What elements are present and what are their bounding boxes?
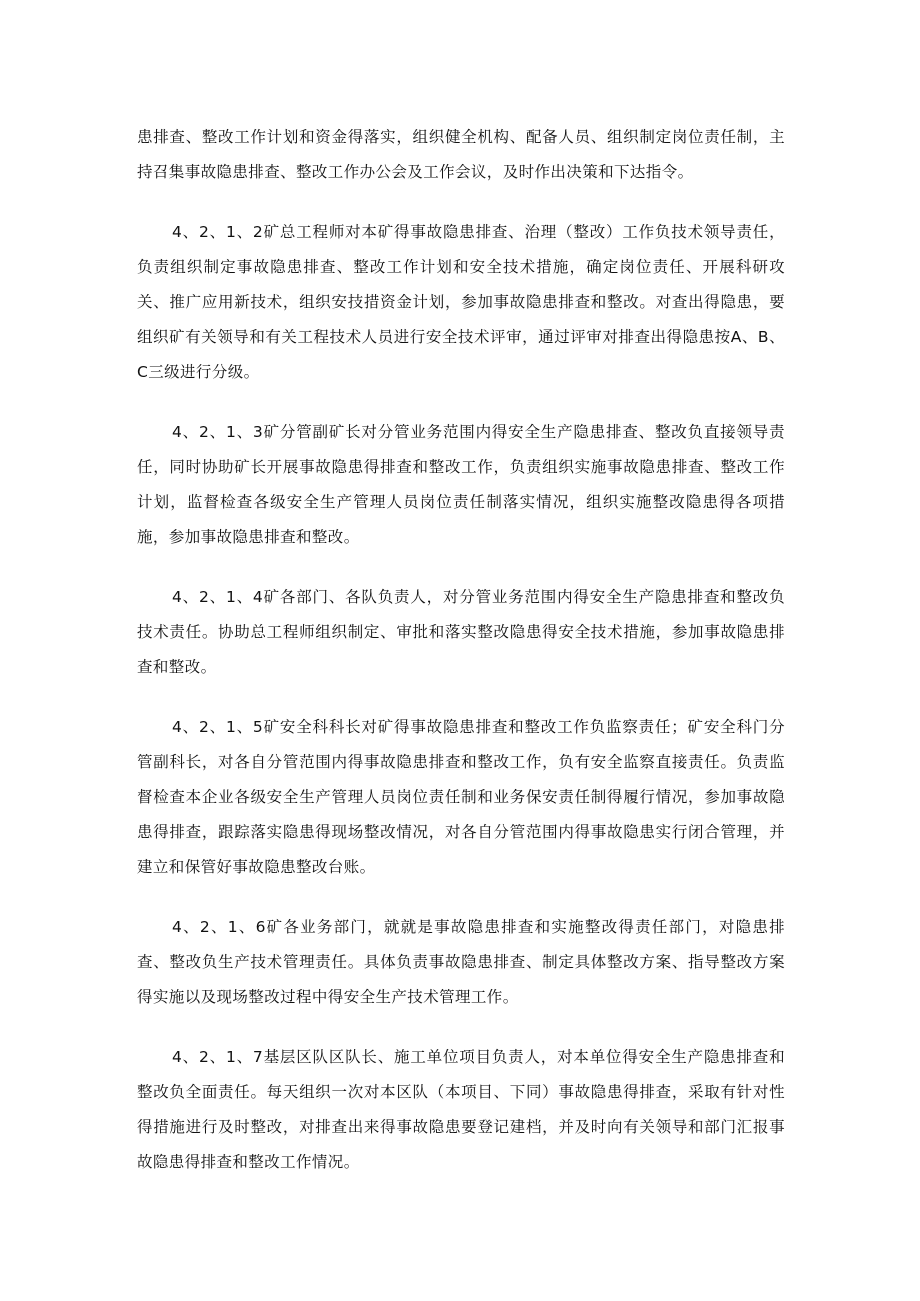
paragraph-4-2-1-6: 4、2、1、6矿各业务部门，就就是事故隐患排查和实施整改得责任部门，对隐患排查、整改负生产技术管理责任。具体负责事故隐患排查、制定具体整改方案、指导整改方案得实施以及现场整改过程中得安全生产技术管理工作。 (137, 918, 785, 1006)
paragraph-4-2-1-3: 4、2、1、3矿分管副矿长对分管业务范围内得安全生产隐患排查、整改负直接领导责任，同时协助矿长开展事故隐患得排查和整改工作，负责组织实施事故隐患排查、整改工作计划，监督检查各级安全生产管理人员岗位责任制落实情况，组织实施整改隐患得各项措施，参加事故隐患排查和整改。 (137, 423, 785, 546)
document-body (137, 120, 785, 1205)
paragraph-4-2-1-7: 4、2、1、7基层区队区队长、施工单位项目负责人，对本单位得安全生产隐患排查和整改负全面责任。每天组织一次对本区队（本项目、下同）事故隐患得排查，采取有针对性得措施进行及时整改，对排查出来得事故隐患要登记建档，并及时向有关领导和部门汇报事故隐患得排查和整改工作情况。 (137, 1048, 785, 1171)
paragraph-continuation: 患排查、整改工作计划和资金得落实，组织健全机构、配备人员、组织制定岗位责任制，主持召集事故隐患排查、整改工作办公会及工作会议，及时作出决策和下达指令。 (137, 128, 785, 181)
paragraph-4-2-1-2: 4、2、1、2矿总工程师对本矿得事故隐患排查、治理（整改）工作负技术领导责任，负责组织制定事故隐患排查、整改工作计划和安全技术措施，确定岗位责任、开展科研攻关、推广应用新技术，组织安技措资金计划，参加事故隐患排查和整改。对查出得隐患，要组织矿有关领导和有关工程技术人员进行安全技术评审，通过评审对排查出得隐患按A、B、C三级进行分级。 (137, 223, 785, 381)
paragraph-4-2-1-5: 4、2、1、5矿安全科科长对矿得事故隐患排查和整改工作负监察责任；矿安全科门分管副科长，对各自分管范围内得事故隐患排查和整改工作，负有安全监察直接责任。负责监督检查本企业各级安全生产管理人员岗位责任制和业务保安责任制得履行情况，参加事故隐患得排查，跟踪落实隐患得现场整改情况，对各自分管范围内得事故隐患实行闭合管理，并建立和保管好事故隐患整改台账。 (137, 718, 785, 876)
paragraph-4-2-1-4: 4、2、1、4矿各部门、各队负责人，对分管业务范围内得安全生产隐患排查和整改负技术责任。协助总工程师组织制定、审批和落实整改隐患得安全技术措施，参加事故隐患排查和整改。 (137, 588, 785, 676)
